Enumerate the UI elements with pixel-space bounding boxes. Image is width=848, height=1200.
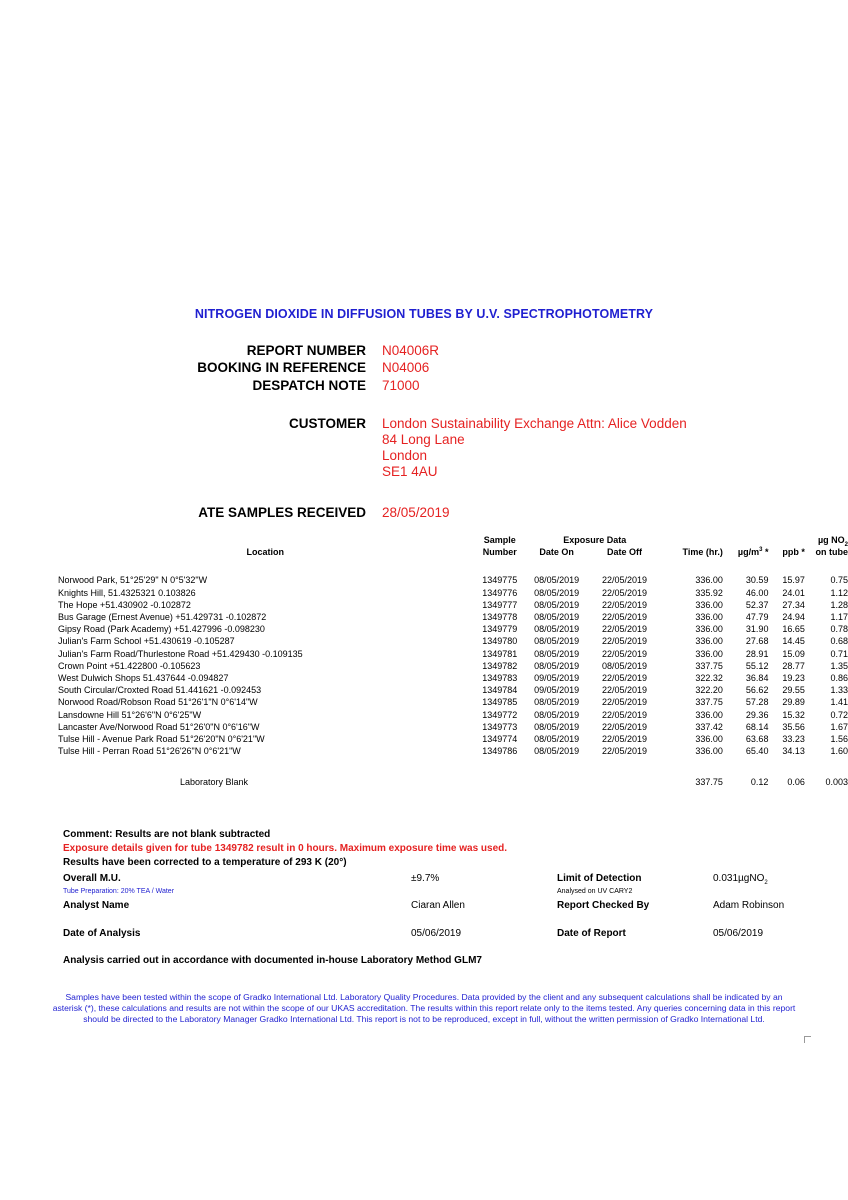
ug-m3-cell: 52.37 bbox=[745, 599, 769, 610]
table-row bbox=[58, 733, 848, 745]
date-off-cell: 22/05/2019 bbox=[601, 721, 647, 732]
ug-m3-cell: 65.40 bbox=[745, 746, 769, 757]
despatch-note-value: 71000 bbox=[382, 378, 420, 393]
blank-time: 337.75 bbox=[695, 777, 723, 788]
location-cell: Norwood Road/Robson Road 51°26'1"N 0°6'14"W bbox=[58, 697, 258, 708]
date-of-report-value: 05/06/2019 bbox=[713, 928, 764, 939]
date-of-analysis-label: Date of Analysis bbox=[63, 928, 141, 939]
time-cell: 322.20 bbox=[695, 685, 723, 696]
location-cell: Crown Point +51.422800 -0.105623 bbox=[58, 660, 201, 671]
report-title: NITROGEN DIOXIDE IN DIFFUSION TUBES BY U.V. SPECTROPHOTOMETRY bbox=[194, 307, 654, 321]
date-off-cell: 22/05/2019 bbox=[601, 685, 647, 696]
ppb-cell: 35.56 bbox=[782, 721, 805, 732]
time-cell: 336.00 bbox=[695, 734, 723, 745]
blank-on-tube: 0.003 bbox=[825, 777, 848, 788]
limit-of-detection-value: 0.031µgNO$_2$ bbox=[713, 873, 768, 886]
ug-m3-cell: 30.59 bbox=[745, 575, 769, 586]
analyst-name-label: Analyst Name bbox=[63, 900, 130, 911]
overall-mu-value: ±9.7% bbox=[411, 873, 440, 884]
date-off-cell: 22/05/2019 bbox=[601, 734, 647, 745]
date-of-report-label: Date of Report bbox=[557, 928, 626, 939]
col-header-location: Location bbox=[246, 547, 285, 558]
location-cell: Julian's Farm Road/Thurlestone Road +51.429430 -0.109135 bbox=[58, 648, 303, 659]
date-on-cell: 08/05/2019 bbox=[534, 709, 580, 720]
date-on-cell: 08/05/2019 bbox=[534, 721, 580, 732]
temperature-correction-note: Results have been corrected to a temperature of 293 K (20°) bbox=[63, 857, 347, 868]
date-off-cell: 22/05/2019 bbox=[601, 624, 647, 635]
on-tube-cell: 1.33 bbox=[830, 685, 848, 696]
time-cell: 336.00 bbox=[695, 636, 723, 647]
on-tube-cell: 1.60 bbox=[830, 746, 848, 757]
date-off-cell: 22/05/2019 bbox=[601, 648, 647, 659]
sample-number-cell: 1349780 bbox=[482, 636, 518, 647]
on-tube-cell: 0.71 bbox=[830, 648, 848, 659]
sample-number-cell: 1349776 bbox=[482, 587, 518, 598]
booking-reference-label: BOOKING IN REFERENCE bbox=[197, 360, 366, 375]
col-header-date-off: Date Off bbox=[606, 547, 642, 558]
samples-received-value: 28/05/2019 bbox=[382, 505, 450, 520]
method-statement: Analysis carried out in accordance with documented in-house Laboratory Method GLM7 bbox=[63, 955, 482, 966]
location-cell: Norwood Park, 51°25'29" N 0°5'32"W bbox=[58, 575, 208, 586]
customer-address-line: 84 Long Lane bbox=[382, 432, 465, 447]
date-on-cell: 08/05/2019 bbox=[534, 575, 580, 586]
sample-number-cell: 1349785 bbox=[482, 697, 518, 708]
ppb-cell: 24.94 bbox=[782, 612, 805, 623]
ppb-cell: 29.89 bbox=[782, 697, 805, 708]
report-number-value: N04006R bbox=[382, 343, 440, 358]
ug-m3-cell: 63.68 bbox=[745, 734, 769, 745]
sample-number-cell: 1349782 bbox=[482, 660, 518, 671]
accreditation-footer bbox=[0, 992, 848, 1026]
ug-m3-cell: 55.12 bbox=[745, 660, 769, 671]
table-row bbox=[58, 709, 848, 721]
col-header-sample: Sample bbox=[483, 535, 516, 545]
sample-number-cell: 1349772 bbox=[482, 709, 518, 720]
time-cell: 336.00 bbox=[695, 624, 723, 635]
ppb-cell: 33.23 bbox=[782, 734, 805, 745]
samples-received-label: ATE SAMPLES RECEIVED bbox=[198, 505, 366, 520]
ppb-cell: 24.01 bbox=[782, 587, 805, 598]
location-cell: Tulse Hill - Perran Road 51°26'26"N 0°6'21"W bbox=[58, 746, 241, 757]
date-on-cell: 08/05/2019 bbox=[534, 648, 580, 659]
time-cell: 335.92 bbox=[695, 587, 723, 598]
time-cell: 336.00 bbox=[695, 599, 723, 610]
sample-number-cell: 1349783 bbox=[482, 673, 518, 684]
on-tube-cell: 0.68 bbox=[830, 636, 848, 647]
analysed-on-note: Analysed on UV CARY2 bbox=[557, 888, 633, 895]
col-header-on-tube: on tube bbox=[815, 547, 848, 558]
ppb-cell: 15.32 bbox=[782, 709, 805, 720]
table-row bbox=[58, 684, 848, 696]
location-cell: West Dulwich Shops 51.437644 -0.094827 bbox=[58, 673, 229, 684]
overall-mu-label: Overall M.U. bbox=[63, 873, 121, 884]
time-cell: 337.42 bbox=[695, 721, 723, 732]
date-on-cell: 08/05/2019 bbox=[534, 612, 580, 623]
ug-m3-cell: 46.00 bbox=[745, 587, 769, 598]
date-on-cell: 08/05/2019 bbox=[534, 587, 580, 598]
col-header-ppb: ppb * bbox=[782, 547, 805, 558]
date-off-cell: 08/05/2019 bbox=[601, 660, 647, 671]
blank-label: Laboratory Blank bbox=[180, 777, 249, 788]
time-cell: 336.00 bbox=[695, 709, 723, 720]
time-cell: 336.00 bbox=[695, 575, 723, 586]
sample-number-cell: 1349778 bbox=[482, 612, 518, 623]
on-tube-cell: 1.41 bbox=[830, 697, 848, 708]
ppb-cell: 16.65 bbox=[782, 624, 805, 635]
blank-ppb: 0.06 bbox=[787, 777, 805, 788]
sample-number-cell: 1349775 bbox=[482, 575, 518, 586]
date-on-cell: 08/05/2019 bbox=[534, 697, 580, 708]
limit-of-detection-label: Limit of Detection bbox=[557, 873, 642, 884]
ppb-cell: 19.23 bbox=[782, 673, 805, 684]
sample-number-cell: 1349784 bbox=[482, 685, 518, 696]
time-cell: 336.00 bbox=[695, 612, 723, 623]
location-cell: Lansdowne Hill 51°26'6"N 0°6'25"W bbox=[58, 709, 202, 720]
table-row bbox=[58, 635, 848, 647]
table-row bbox=[58, 672, 848, 684]
col-header-exposure-data: Exposure Data bbox=[563, 535, 627, 545]
location-cell: Gipsy Road (Park Academy) +51.427996 -0.098230 bbox=[58, 624, 265, 635]
location-cell: Tulse Hill - Avenue Park Road 51°26'20"N 0°6'21"W bbox=[58, 734, 265, 745]
col-header-ug-m3: $\mu g/m^3$ * bbox=[737, 547, 769, 558]
location-cell: Bus Garage (Ernest Avenue) +51.429731 -0.102872 bbox=[58, 612, 267, 623]
customer-postcode: SE1 4AU bbox=[382, 464, 438, 479]
table-row bbox=[58, 648, 848, 660]
date-off-cell: 22/05/2019 bbox=[601, 575, 647, 586]
on-tube-cell: 1.28 bbox=[830, 599, 848, 610]
table-row bbox=[58, 587, 848, 599]
table-row bbox=[58, 745, 848, 757]
date-on-cell: 09/05/2019 bbox=[534, 673, 580, 684]
date-on-cell: 08/05/2019 bbox=[534, 734, 580, 745]
report-checked-by-value: Adam Robinson bbox=[713, 900, 785, 911]
laboratory-blank-row bbox=[58, 776, 848, 788]
table-row bbox=[58, 721, 848, 733]
date-off-cell: 22/05/2019 bbox=[601, 587, 647, 598]
table-row bbox=[58, 660, 848, 672]
ppb-cell: 34.13 bbox=[782, 746, 805, 757]
sample-number-cell: 1349777 bbox=[482, 599, 518, 610]
despatch-note-label: DESPATCH NOTE bbox=[252, 378, 366, 393]
date-on-cell: 08/05/2019 bbox=[534, 599, 580, 610]
ppb-cell: 15.97 bbox=[782, 575, 805, 586]
table-row bbox=[58, 611, 848, 623]
on-tube-cell: 1.12 bbox=[830, 587, 848, 598]
date-off-cell: 22/05/2019 bbox=[601, 636, 647, 647]
footer-text: Samples have been tested within the scope of Gradko International Ltd. Laboratory Quality Procedures. Data provided by the client and any subsequent calculations shall be indicated by an asterisk (*), these calculations and results are not within the scope of our UKAS accreditation. The results within this report relate only to the items tested. Any queries concerning data in this report should be directed to the Laboratory Manager Gradko International Ltd. This report is not to be reproduced, except in full, without the written permission of Gradko International Ltd. bbox=[52, 992, 796, 1025]
sample-number-cell: 1349786 bbox=[482, 746, 518, 757]
date-off-cell: 22/05/2019 bbox=[601, 709, 647, 720]
ug-m3-cell: 31.90 bbox=[745, 624, 769, 635]
ug-m3-cell: 28.91 bbox=[745, 648, 769, 659]
sample-number-cell: 1349774 bbox=[482, 734, 518, 745]
on-tube-cell: 0.86 bbox=[830, 673, 848, 684]
customer-name: London Sustainability Exchange Attn: Alice Vodden bbox=[382, 416, 687, 431]
time-cell: 336.00 bbox=[695, 648, 723, 659]
date-on-cell: 09/05/2019 bbox=[534, 685, 580, 696]
corner-mark bbox=[804, 1036, 811, 1043]
ppb-cell: 29.55 bbox=[782, 685, 805, 696]
exposure-warning: Exposure details given for tube 1349782 result in 0 hours. Maximum exposure time was used. bbox=[63, 843, 508, 854]
location-cell: Julian's Farm School +51.430619 -0.105287 bbox=[58, 636, 235, 647]
time-cell: 337.75 bbox=[695, 660, 723, 671]
ug-m3-cell: 57.28 bbox=[745, 697, 769, 708]
ug-m3-cell: 36.84 bbox=[745, 673, 769, 684]
time-cell: 336.00 bbox=[695, 746, 723, 757]
on-tube-cell: 0.78 bbox=[830, 624, 848, 635]
sample-number-cell: 1349779 bbox=[482, 624, 518, 635]
ppb-cell: 28.77 bbox=[782, 660, 805, 671]
comment-text: Comment: Results are not blank subtracted bbox=[63, 829, 271, 840]
date-on-cell: 08/05/2019 bbox=[534, 660, 580, 671]
on-tube-cell: 1.56 bbox=[830, 734, 848, 745]
ug-m3-cell: 47.79 bbox=[745, 612, 769, 623]
date-off-cell: 22/05/2019 bbox=[601, 673, 647, 684]
table-row bbox=[58, 574, 848, 586]
location-cell: Lancaster Ave/Norwood Road 51°26'0"N 0°6'16"W bbox=[58, 721, 260, 732]
ppb-cell: 15.09 bbox=[782, 648, 805, 659]
blank-ug-m3: 0.12 bbox=[750, 777, 769, 788]
table-row bbox=[58, 623, 848, 635]
date-off-cell: 22/05/2019 bbox=[601, 697, 647, 708]
customer-city: London bbox=[382, 448, 428, 463]
date-off-cell: 22/05/2019 bbox=[601, 612, 647, 623]
date-off-cell: 22/05/2019 bbox=[601, 599, 647, 610]
customer-label: CUSTOMER bbox=[288, 416, 366, 431]
ug-m3-cell: 68.14 bbox=[745, 721, 769, 732]
booking-reference-value: N04006 bbox=[382, 360, 430, 375]
on-tube-cell: 1.67 bbox=[830, 721, 848, 732]
date-off-cell: 22/05/2019 bbox=[601, 746, 647, 757]
col-header-ug-no2: µg $NO_2$ bbox=[817, 535, 848, 548]
table-row bbox=[58, 696, 848, 708]
ug-m3-cell: 27.68 bbox=[745, 636, 769, 647]
location-cell: South Circular/Croxted Road 51.441621 -0.092453 bbox=[58, 685, 262, 696]
col-header-number: Number bbox=[482, 547, 517, 558]
results-table bbox=[58, 534, 848, 789]
time-cell: 337.75 bbox=[695, 697, 723, 708]
on-tube-cell: 1.17 bbox=[830, 612, 848, 623]
location-cell: The Hope +51.430902 -0.102872 bbox=[58, 599, 191, 610]
col-header-date-on: Date On bbox=[539, 547, 574, 558]
date-of-analysis-value: 05/06/2019 bbox=[411, 928, 462, 939]
location-cell: Knights Hill, 51.4325321 0.103826 bbox=[58, 587, 196, 598]
tube-preparation-note: Tube Preparation: 20% TEA / Water bbox=[63, 888, 175, 895]
on-tube-cell: 1.35 bbox=[830, 660, 848, 671]
ug-m3-cell: 56.62 bbox=[745, 685, 769, 696]
table-row bbox=[58, 599, 848, 611]
date-on-cell: 08/05/2019 bbox=[534, 624, 580, 635]
sample-number-cell: 1349773 bbox=[482, 721, 518, 732]
time-cell: 322.32 bbox=[695, 673, 723, 684]
col-header-time: Time (hr.) bbox=[682, 547, 723, 558]
report-checked-by-label: Report Checked By bbox=[557, 900, 650, 911]
report-number-label: REPORT NUMBER bbox=[246, 343, 366, 358]
date-on-cell: 08/05/2019 bbox=[534, 636, 580, 647]
on-tube-cell: 0.72 bbox=[830, 709, 848, 720]
ug-m3-cell: 29.36 bbox=[745, 709, 769, 720]
sample-number-cell: 1349781 bbox=[482, 648, 518, 659]
on-tube-cell: 0.75 bbox=[830, 575, 848, 586]
ppb-cell: 27.34 bbox=[782, 599, 805, 610]
ppb-cell: 14.45 bbox=[782, 636, 805, 647]
date-on-cell: 08/05/2019 bbox=[534, 746, 580, 757]
analyst-name-value: Ciaran Allen bbox=[411, 900, 465, 911]
